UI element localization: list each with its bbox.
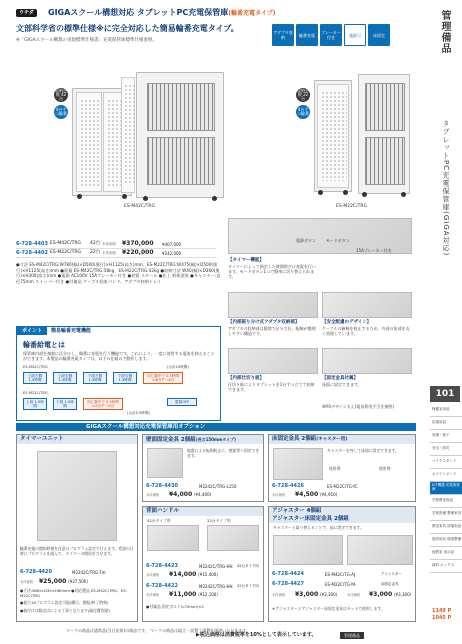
sidebar-category: 管理備品: [439, 10, 450, 54]
wall-fix-box: 壁面固定金具 2個組(長さ150mmタイプ) 地震による転倒防止に、壁面等へ固定できます。 6-728-4430 M2242C/TRG-L150 本体価格 ¥4,000 (¥4,400): [142, 434, 264, 502]
product-price: ¥370,000: [122, 240, 154, 248]
sidebar-item[interactable]: 保健室用品: [430, 404, 462, 417]
lead-note: ※「GIGAスクール構想の実現標準仕様書」充電保管庫標準仕様参照。: [16, 38, 158, 43]
product-specs: ●寸法 ES-M42C/TRG:W780(幅)×D500(奥行)×H1125(高さ)mm、ES-M22C/TRG:W475(幅)×D500(奥行)×H1125(高さ)mm ●重量 ES-M42C/TRG:58kg、ES-M22C/TRG:42kg ●収納寸法 W40(幅)×D360(奥行)×H300(高さ)mm ●電源 AC100V 15Aブレーカー付き ●材質 スチール ●仕上 粉体塗装 ●キャスター:直径75mm ストッパー付き ●付属品 ケーブル結束バンド、アダプタ収納トレイ: [16, 262, 221, 285]
sidebar-nav: [430, 404, 462, 573]
cabinet-22-label: ES-M22C/TRG: [336, 204, 367, 209]
sidebar-item[interactable]: 他教室 表示品: [430, 547, 462, 560]
table-row: [16, 240, 216, 249]
adapter-photo: [228, 292, 318, 318]
adapter-storage-icon: アダプタ収納: [272, 24, 294, 46]
product-code: 6-728-4403: [16, 240, 48, 247]
point-heading: 簡易輪番充電機能: [51, 328, 92, 334]
product-size: 42台: [90, 241, 101, 247]
lock-icon: 施錠可: [344, 24, 366, 46]
rotation-badge-22: 4台ずつ輪番: [296, 105, 310, 119]
adjuster-photo: [273, 535, 343, 565]
price-label: 本体価格: [102, 250, 116, 255]
spot-adapter: 【内部振り分け式アダプタ収納部】 アダプタの収納部は個別で区分され、配線が整理しやすい構造です。: [228, 320, 316, 336]
footer-label: 管理備品: [340, 632, 364, 639]
footer-tax-note: ▶税込価格は消費税率を10%として表示しています。: [196, 632, 317, 638]
floor-fix-title: 床固定金具 2個組(キャスター用): [269, 435, 415, 444]
timer-unit-box: タイマーユニット 輪番充電の開始時刻を任意のプログラム設定で行えます。希望の日時にプログラムを組んで、タイマーの開始をさせます。 6-728-4420 M2242C/TRG-Tm 本体価格 ¥25,000 (¥27,500) ●寸法:W60×D30×H80mm ●対応製品 ES-M42C/TRG、ES-M22C/TRG ●最大16プログラム設定可能(曜日、開始/終了時刻) ●取付けは販売店による工事となります(取付費別途): [16, 434, 138, 622]
floor-fix-photo: [273, 448, 323, 480]
point-title: 輪番給電とは: [23, 341, 65, 349]
table-row: [16, 249, 216, 258]
feature-icon-bar: [272, 24, 390, 46]
cabinet-22-closed: [314, 80, 352, 192]
sidebar-item[interactable]: 学校教室用品: [430, 495, 462, 508]
product-table: [16, 240, 216, 258]
sidebar-item[interactable]: マイクスタンド: [430, 456, 462, 469]
sidebar-item[interactable]: 教室家具 清掃用品: [430, 521, 462, 534]
sidebar-item[interactable]: 収納・物干: [430, 430, 462, 443]
right-sidebar: [428, 0, 462, 644]
capacity-badge-42: 収納台数 42台: [55, 88, 67, 101]
handle-title: 背面ハンドル: [143, 507, 263, 516]
product-price-tax: ¥407,000: [162, 241, 182, 247]
cabinet-42-open: [136, 72, 224, 198]
page-ref: 1149 P 1045 P: [432, 608, 452, 621]
rotation-charge-icon: 輪番充電: [296, 24, 318, 46]
product-code: 6-728-4402: [16, 249, 48, 256]
point-desc: 保管庫内部を複数に区分けし、順番に充電を行う機能です。これにより、一度に使用する電流を抑えることができます。本製品の輪番充電タイプは、以下の仕組みで動作します。: [23, 351, 215, 361]
sidebar-subcategory: タブレットPC充電保管庫(GIGA対応): [442, 120, 450, 257]
sidebar-item-active[interactable]: ICT機器 充電保管庫: [430, 482, 462, 495]
point-box: ポイント 簡易輪番充電機能 輪番給電とは 保管庫内部を複数に区分けし、順番に充電を行う機能です。これにより、一度に使用する電流を抑えることができます。本製品の輪番充電タイプは、以下の仕組みで動作します。 ES-M42C/TRG (合計10時間) 上段左側 1.5時間 上段右側 1.5時間 下段左側 1.5時間 下段右側 1.5時間 同じ順序で 0.5時間×4回ずつ2回 ES-M22C/TRG 上段 1.5時間 下段 1.5時間 同じ順序で 0.5時間×2回ずつ2回 (合計5.5時間) 電源OFF: [16, 326, 221, 421]
breaker-label: 15Aブレーカー付き: [356, 248, 392, 253]
sidebar-item[interactable]: 施設用品 環境整備: [430, 534, 462, 547]
adjuster-box: アジャスター 4個組 アジャスター床固定金具 2個組 キャスターと取り替えることで、床に固定できます。 6-728-4424 ES-M42C/TG-AJ アジャスター 6-728-4427 ES-M22C/TG-YA 床固定金具 本体価格 ¥3,000 (¥3,300) 本体価格 ¥3,000 (¥3,300) ※アジャスターとアジャスター床固定金具はセットで使用します。: [268, 506, 416, 622]
cabinet-42-label: ES-M42C/TRG: [124, 204, 155, 209]
price-label: 本体価格: [102, 241, 116, 246]
sidebar-item[interactable]: 資料 ボックス: [430, 560, 462, 573]
adjuster-fix-photo: [347, 535, 413, 565]
spot-timer: 【タイマー機能】 タイマーによって指定した時間帯だけ充電を行います。モードボタン1つで簡単に切り替えられます。: [228, 258, 316, 279]
sidebar-item[interactable]: 応接用品: [430, 417, 462, 430]
brand-logo: ウチダ: [16, 9, 37, 17]
power-button-label: 電源ボタン: [296, 238, 316, 243]
handle-photo-42: [147, 525, 199, 551]
wall-fix-photo: [147, 448, 183, 478]
point-tag: ポイント: [17, 327, 47, 335]
adjuster-title: アジャスター 4個組 アジャスター床固定金具 2個組: [269, 507, 415, 523]
page-number: 101: [430, 386, 460, 402]
product-price-tax: ¥242,000: [162, 250, 182, 256]
sidebar-item[interactable]: ホワイトボード: [430, 469, 462, 482]
floor-fix-icon: 床固定: [368, 24, 390, 46]
product-size: 22台: [90, 250, 101, 256]
page-header: [6, 8, 420, 20]
capacity-badge-22: 収納台数 22台: [297, 88, 309, 101]
option-band: GIGAスクール構想対応充電保管庫用オプション: [16, 423, 416, 431]
fixing-photo: [322, 348, 412, 374]
divider-photo: [228, 348, 318, 374]
product-price: ¥220,000: [122, 249, 154, 257]
spot-note: ※P.0デザイン支え(電気利用手引き参照): [322, 404, 394, 409]
safety-photo: [322, 292, 412, 318]
product-model: ES-M42C/TRG: [50, 241, 81, 247]
catalog-page: [6, 8, 420, 636]
sidebar-item[interactable]: 学校設備 整理家具: [430, 508, 462, 521]
mode-button-label: モードボタン: [326, 238, 350, 243]
timer-unit-photo: [37, 451, 117, 541]
floor-fix-box: 床固定金具 2個組(キャスター用) キャスターを外して床面に固定できます。 使用例 使用例 6-728-4426 ES-M22C/TG-YC 本体価格 ¥4,500 (¥4,950): [268, 434, 416, 502]
rotation-badge-42: 4台ずつ輪番: [54, 105, 68, 119]
handle-photo-22: [207, 525, 259, 551]
wall-fix-title: 壁面固定金具 2個組(長さ150mmタイプ): [143, 435, 263, 444]
spot-divider: 【内部仕切り板】 仕切り板によりタブレットを1台ずつ立てて収納できます。: [228, 376, 315, 392]
sidebar-item[interactable]: 安全・防災: [430, 443, 462, 456]
breaker-icon: ブレーカー付き: [320, 24, 342, 46]
cabinet-22-open: [358, 74, 410, 194]
spot-fixing: 【固定金具付属】 床面に固定できます。: [322, 376, 362, 387]
page-title: GIGAスクール構想対応 タブレットPC充電保管庫(輪番充電タイプ): [48, 8, 276, 17]
timer-unit-title: タイマーユニット: [17, 435, 137, 444]
lead-text: 文部科学省の標準仕様※に完全対応した簡易輪番充電タイプ。: [16, 24, 239, 33]
footer-legend: マークの商品は通常品(当日出荷)の商品です。 マークの商品は組立・設置工事費を別途いただきます。: [66, 628, 250, 633]
handle-box: 背面ハンドル 42台タイプ用 22台タイプ用 6-728-4423 M2242C/TRG-HH 42台タイプ用 本体価格 ¥14,000 (¥15,400) 6-728-4422 M2242C/TRG-HH 22台タイプ用 本体価格 ¥11,000 (¥12,100) ●付属品 固定ボルト(L70mm)×2: [142, 506, 264, 622]
product-model: ES-M22C/TRG: [50, 250, 81, 256]
spot-safety: 【安全配慮のデザイン】 ケーブルの断線を防止するため、内部の角部を丸く処理しています。: [322, 320, 410, 336]
